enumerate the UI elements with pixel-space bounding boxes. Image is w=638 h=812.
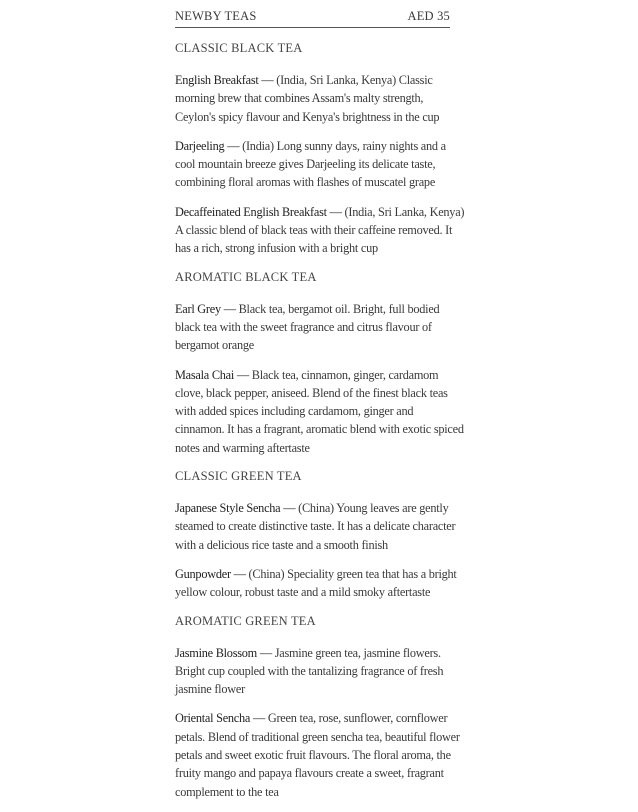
menu-item xyxy=(175,565,465,602)
item-description: A classic blend of black teas with their caffeine removed. It has a rich, strong infusion with a bright cup xyxy=(175,223,453,256)
item-description: Black tea, bergamot oil. Bright, full bodied black tea with the sweet fragrance and citrus flavour of bergamot orange xyxy=(175,301,440,353)
menu-item xyxy=(175,203,465,258)
item-description: Young leaves are gently steamed to create distinctive taste. It has a delicate character with a delicious rice taste and a smooth finish xyxy=(175,501,456,552)
item-description: Black tea, cinnamon, ginger, cardamom clove, black pepper, aniseed. Blend of the finest black teas with added spices including cardamom, ginger and cinnamon. It has a fragrant, aromatic blend with exotic spiced notes and warming aftertaste xyxy=(175,367,464,455)
menu-header xyxy=(175,9,450,28)
item-name: Darjeeling — xyxy=(175,138,240,153)
item-description: Jasmine green tea, jasmine flowers. Bright cup coupled with the tantalizing fragrance of fresh jasmine flower xyxy=(175,645,444,697)
section-aromatic-green-tea xyxy=(175,613,465,801)
section-aromatic-black-tea xyxy=(175,269,465,457)
item-name: Gunpowder — xyxy=(175,566,246,581)
item-origin: (China) xyxy=(248,566,285,581)
item-name: English Breakfast — xyxy=(175,73,274,87)
menu-content xyxy=(175,40,465,812)
section-title: AROMATIC GREEN TEA xyxy=(175,613,316,628)
menu-item xyxy=(175,644,465,699)
section-title: CLASSIC GREEN TEA xyxy=(175,469,302,484)
item-origin: (India, Sri Lanka, Kenya) xyxy=(344,204,465,219)
item-origin: (India) xyxy=(242,138,274,153)
item-description: Speciality green tea that has a bright yellow colour, robust taste and a mild smoky aftertaste xyxy=(175,566,457,600)
menu-item xyxy=(175,366,465,457)
item-name: Japanese Style Sencha — xyxy=(175,501,296,516)
item-name: Decaffeinated English Breakfast — xyxy=(175,204,342,219)
item-origin: (India, Sri Lanka, Kenya) xyxy=(276,73,396,87)
item-name: Masala Chai — xyxy=(175,367,249,382)
section-classic-green-tea xyxy=(175,468,465,601)
section-title: AROMATIC BLACK TEA xyxy=(175,269,317,284)
item-name: Jasmine Blossom — xyxy=(175,645,272,660)
item-description: Long sunny days, rainy nights and a cool mountain breeze gives Darjeeling its delicate taste, combining floral aromas with flashes of muscatel grape xyxy=(175,138,446,190)
price-label: AED 35 xyxy=(407,9,450,23)
item-name: Earl Grey — xyxy=(175,301,236,316)
item-description: Green tea, rose, sunflower, cornflower petals. Blend of traditional green sencha tea, beautiful flower petals and sweet exotic fruit flavours. The floral aroma, the fruity mango and papaya flavours create a sweet, fragrant complement to the tea xyxy=(175,711,460,799)
section-classic-black-tea xyxy=(175,40,465,258)
menu-item xyxy=(175,499,465,554)
item-origin: (China) xyxy=(298,501,334,516)
menu-item xyxy=(175,709,465,800)
section-title: CLASSIC BLACK TEA xyxy=(175,41,303,55)
brand-title: NEWBY TEAS xyxy=(175,9,257,23)
menu-item xyxy=(175,137,465,192)
item-description: Classic morning brew that combines Assam's malty strength, Ceylon's spicy flavour and Kenya's brightness in the cup xyxy=(175,73,440,124)
item-name: Oriental Sencha — xyxy=(175,711,265,726)
menu-item xyxy=(175,71,465,126)
menu-item xyxy=(175,300,465,355)
